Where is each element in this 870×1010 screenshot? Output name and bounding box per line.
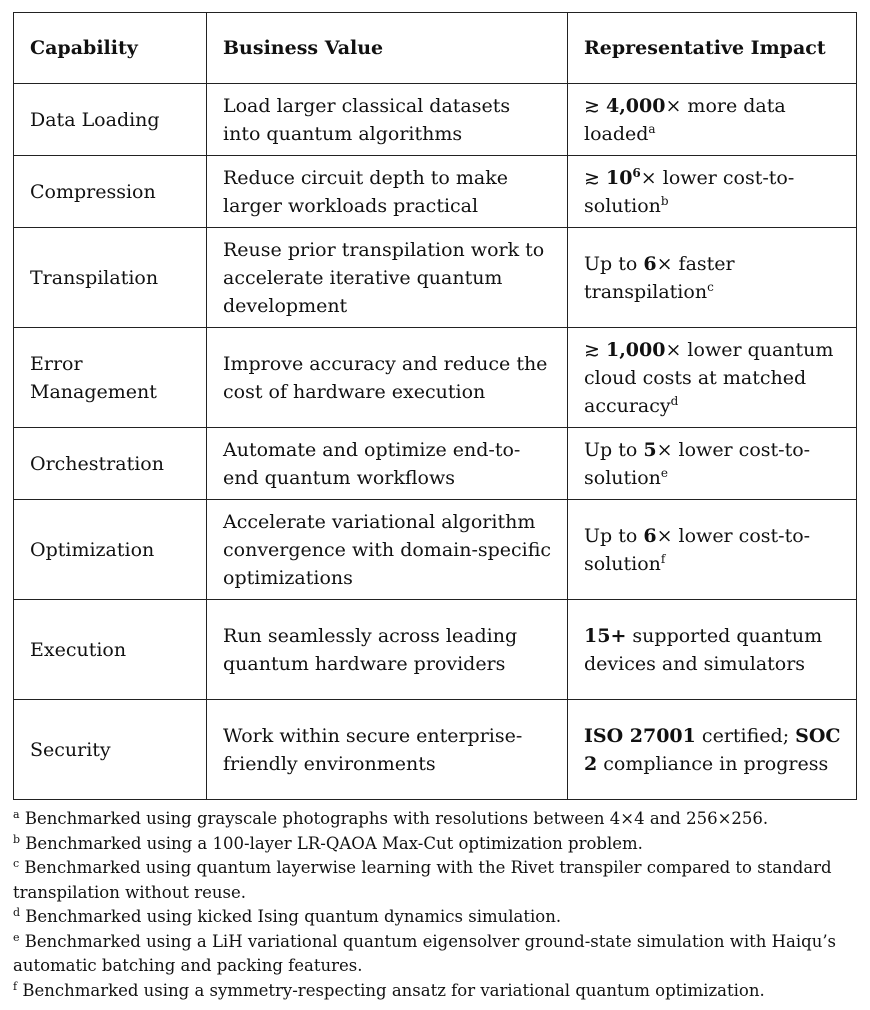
footnote: [13, 905, 863, 930]
capability-cell: Optimization: [14, 500, 207, 600]
footnote-mark: c: [13, 857, 20, 870]
business-value-cell: Run seamlessly across leading quantum hardware providers: [207, 600, 568, 700]
business-value-cell: Improve accuracy and reduce the cost of hardware execution: [207, 328, 568, 428]
table-row: [14, 428, 857, 500]
impact-bold: 15+: [584, 624, 627, 647]
capability-cell: Transpilation: [14, 228, 207, 328]
table-header-row: [14, 13, 857, 84]
header-business-value: Business Value: [207, 13, 568, 84]
footnote-mark: a: [13, 808, 20, 821]
impact-post: × more data loaded: [584, 94, 786, 145]
footnote-text: Benchmarked using a 100-layer LR-QAOA Max-Cut optimization problem.: [25, 833, 643, 853]
impact-bold: 5: [643, 438, 657, 461]
footnote-mark: f: [13, 979, 18, 993]
impact-note: a: [648, 121, 656, 136]
header-representative-impact: Representative Impact: [568, 13, 857, 84]
header-capability: Capability: [14, 13, 207, 84]
impact-post: × lower cost-to-solution: [584, 524, 811, 575]
impact-bold: ISO 27001: [584, 724, 696, 747]
impact-pre: Up to: [584, 524, 644, 547]
impact-pre: ≳: [584, 94, 606, 117]
impact-post: × lower cost-to-solution: [584, 166, 795, 217]
impact-post2: compliance in progress: [597, 752, 829, 775]
business-value-cell: Accelerate variational algorithm convergence with domain-specific optimizations: [207, 500, 568, 600]
table-row: [14, 500, 857, 600]
impact-cell: [568, 600, 857, 700]
impact-note: c: [707, 279, 714, 294]
impact-post: × lower cost-to-solution: [584, 438, 811, 489]
footnote: [13, 856, 863, 905]
impact-cell: [568, 156, 857, 228]
table-row: [14, 328, 857, 428]
table-body: [14, 84, 857, 800]
table-row: [14, 84, 857, 156]
capability-table-container: [13, 12, 856, 800]
footnote: [13, 807, 863, 832]
impact-bold: 4,000: [605, 94, 666, 117]
impact-bold: 10: [605, 166, 633, 189]
capability-cell: Orchestration: [14, 428, 207, 500]
table-row: [14, 156, 857, 228]
business-value-cell: Automate and optimize end-to-end quantum workflows: [207, 428, 568, 500]
impact-note: e: [660, 465, 668, 480]
impact-cell: [568, 700, 857, 800]
footnote-text: Benchmarked using a symmetry-respecting ansatz for variational quantum optimization.: [22, 980, 765, 1000]
impact-cell: [568, 428, 857, 500]
impact-pre: Up to: [584, 252, 644, 275]
impact-post: × lower quantum cloud costs at matched accuracy: [584, 338, 834, 417]
impact-cell: [568, 328, 857, 428]
impact-pre: Up to: [584, 438, 644, 461]
footnote: [13, 979, 863, 1004]
footnote: [13, 832, 863, 857]
business-value-cell: Reuse prior transpilation work to accelerate iterative quantum development: [207, 228, 568, 328]
impact-bold: 6: [643, 524, 657, 547]
impact-post: certified;: [695, 724, 796, 747]
impact-cell: [568, 228, 857, 328]
table-row: [14, 600, 857, 700]
footnote-mark: e: [13, 930, 20, 944]
footnote-mark: d: [13, 906, 21, 919]
footnotes: [13, 807, 863, 1003]
business-value-cell: Reduce circuit depth to make larger workloads practical: [207, 156, 568, 228]
impact-post: × faster transpilation: [584, 252, 735, 303]
business-value-cell: Load larger classical datasets into quantum algorithms: [207, 84, 568, 156]
footnote-text: Benchmarked using a LiH variational quantum eigensolver ground-state simulation with Haiqu’s automatic batching and packing features.: [13, 931, 837, 975]
footnote-text: Benchmarked using quantum layerwise learning with the Rivet transpiler compared to standard transpilation without reuse.: [13, 858, 832, 902]
capability-cell: Compression: [14, 156, 207, 228]
impact-cell: [568, 500, 857, 600]
impact-note: d: [670, 393, 679, 408]
capability-cell: Execution: [14, 600, 207, 700]
footnote: [13, 930, 863, 979]
capability-cell: Error Management: [14, 328, 207, 428]
impact-post: supported quantum devices and simulators: [584, 624, 823, 675]
impact-exp: 6: [632, 165, 641, 180]
table-row: [14, 228, 857, 328]
impact-pre: ≳: [584, 166, 606, 189]
impact-bold2: SOC 2: [584, 724, 841, 775]
footnote-text: Benchmarked using grayscale photographs with resolutions between 4×4 and 256×256.: [24, 809, 769, 828]
impact-cell: [568, 84, 857, 156]
impact-note: f: [660, 551, 666, 566]
business-value-cell: Work within secure enterprise-friendly environments: [207, 700, 568, 800]
footnote-mark: b: [13, 832, 21, 846]
impact-note: b: [660, 193, 669, 208]
impact-bold: 6: [643, 252, 657, 275]
impact-pre: ≳: [584, 338, 606, 361]
impact-bold: 1,000: [605, 338, 666, 361]
footnote-text: Benchmarked using kicked Ising quantum dynamics simulation.: [25, 907, 562, 926]
capability-cell: Data Loading: [14, 84, 207, 156]
table-row: [14, 700, 857, 800]
capability-table: [13, 12, 857, 800]
capability-cell: Security: [14, 700, 207, 800]
